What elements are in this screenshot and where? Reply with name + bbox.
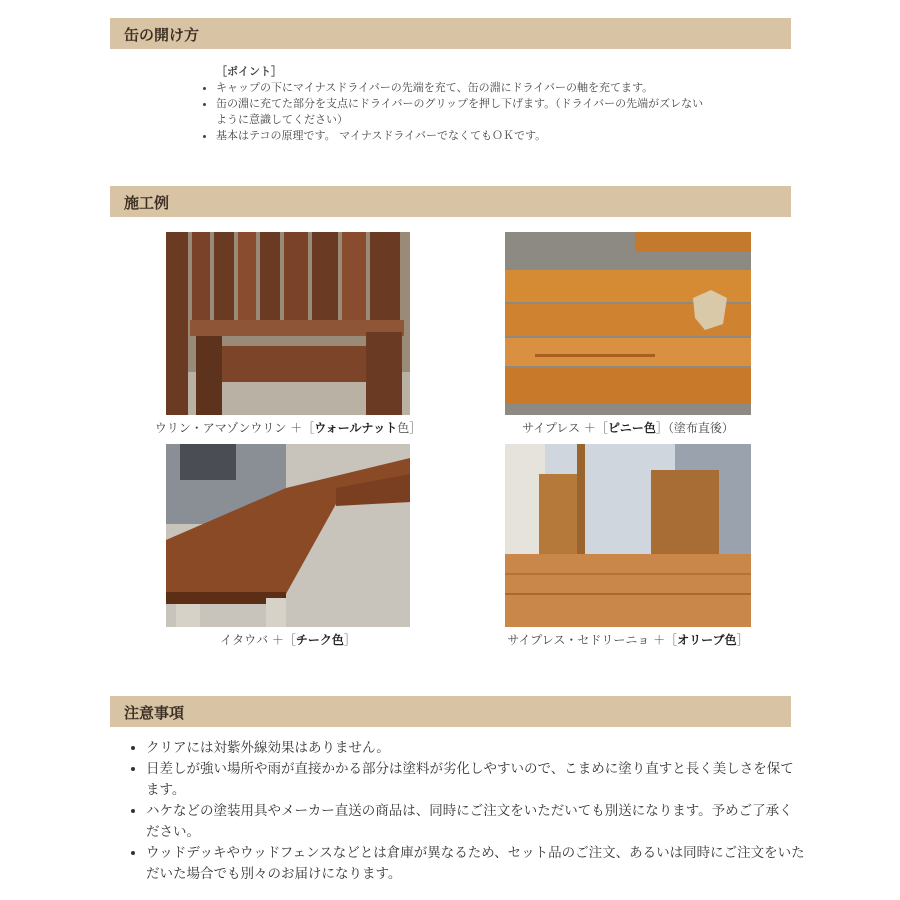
how-to-open-content <box>202 64 706 144</box>
section-header-how-to-open <box>110 18 791 49</box>
color-name: ウォールナット <box>314 421 398 435</box>
walnut-deck-image <box>166 232 410 415</box>
list-item: • キャップの下にマイナスドライバーの先端を充て、缶の淵にドライバーの軸を充てます。 <box>216 80 706 96</box>
color-name: オリーブ色 <box>677 633 737 647</box>
section-title: 施工例 <box>124 194 170 212</box>
example-photo-pinny <box>505 232 751 415</box>
example-photo-olive <box>505 444 751 627</box>
list-item: • ウッドデッキやウッドフェンスなどとは倉庫が異なるため、セット品のご注文、あるいは同時にご注文をいただいた場合でも別々のお届けになります。 <box>146 843 806 885</box>
section-header-notes <box>110 696 791 727</box>
color-name: ピニー色 <box>607 421 656 435</box>
caption-teak: イタウバ ＋［チーク色］ <box>220 633 356 647</box>
list-item: • 缶の淵に充てた部分を支点にドライバーのグリップを押し下げます。（ドライバーの先端がズレないように意識してください） <box>216 96 706 128</box>
list-item: • 基本はテコの原理です。 マイナスドライバーでなくてもＯＫです。 <box>216 128 706 144</box>
caption-olive: サイプレス・セドリーニョ ＋［オリーブ色］ <box>507 633 749 647</box>
section-title: 缶の開け方 <box>124 26 200 44</box>
notes-list <box>128 738 806 885</box>
point-label: ［ポイント］ <box>216 65 282 78</box>
list-item: • クリアには対紫外線効果はありません。 <box>146 738 806 759</box>
caption-walnut: ウリン・アマゾンウリン ＋［ウォールナット色］ <box>154 421 422 435</box>
teak-deck-image <box>166 444 410 627</box>
pinny-boards-image <box>505 232 751 415</box>
caption-pinny: サイプレス ＋［ピニー色］（塗布直後） <box>522 421 734 435</box>
list-item: • ハケなどの塗装用具やメーカー直送の商品は、同時にご注文をいただいても別送になります。予めご了承ください。 <box>146 801 806 843</box>
example-photo-walnut <box>166 232 410 415</box>
list-item: • 日差しが強い場所や雨が直接かかる部分は塗料が劣化しやすいので、こまめに塗り直すと長く美しさを保てます。 <box>146 759 806 801</box>
section-header-examples <box>110 186 791 217</box>
section-title: 注意事項 <box>124 704 185 722</box>
color-name: チーク色 <box>295 633 344 647</box>
how-to-open-list <box>202 80 706 144</box>
olive-deck-image <box>505 444 751 627</box>
example-photo-teak <box>166 444 410 627</box>
